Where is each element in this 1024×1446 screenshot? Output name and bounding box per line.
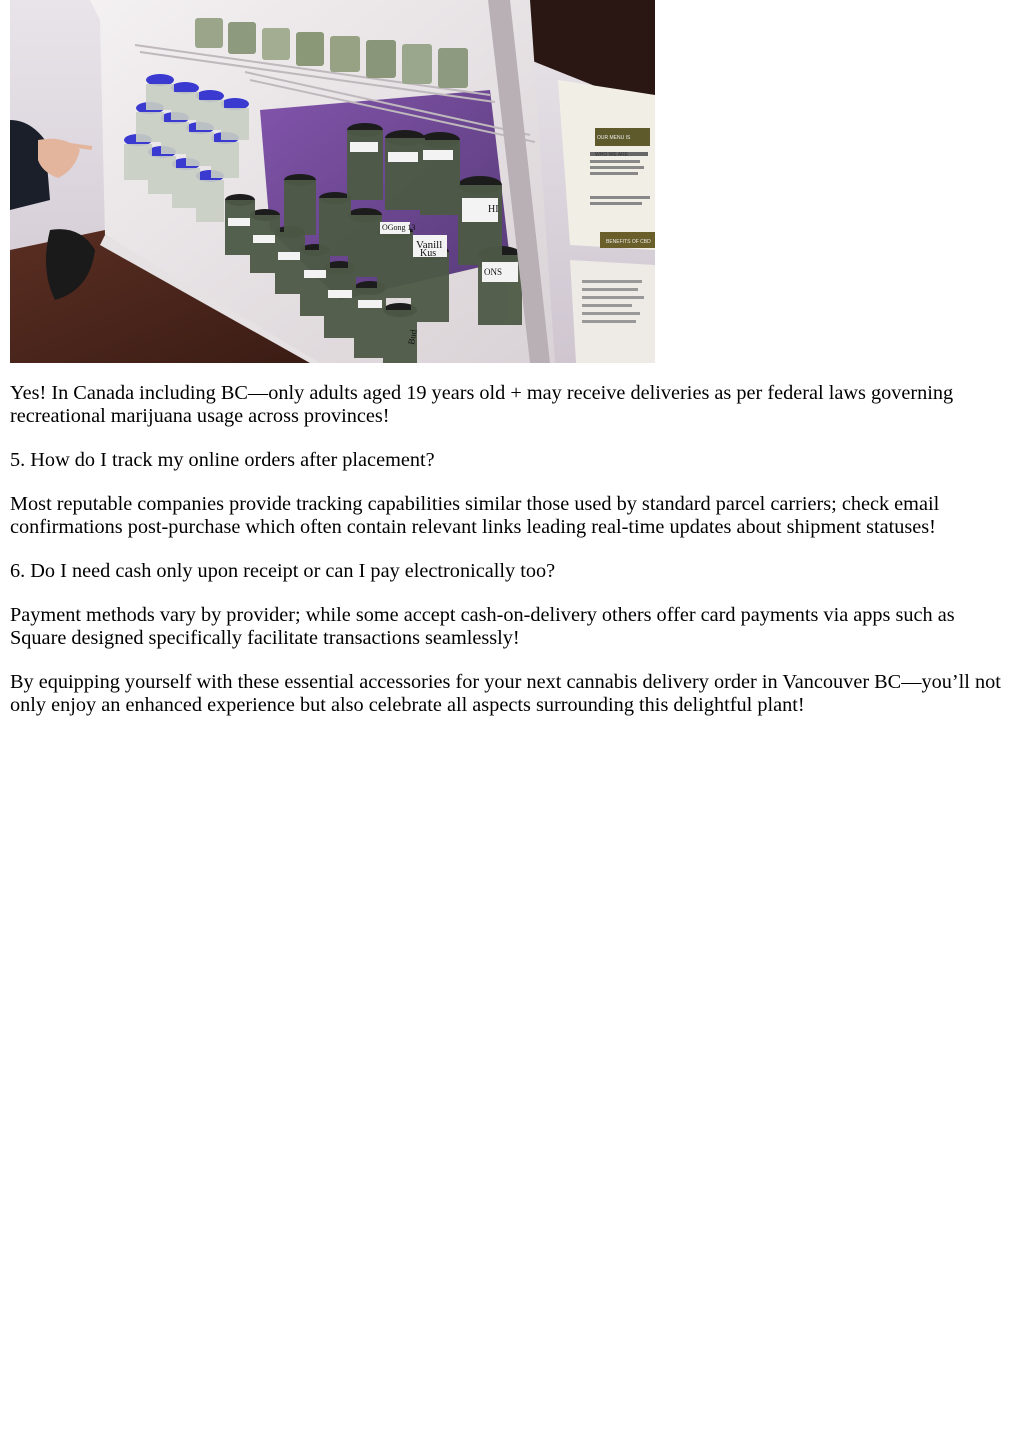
poster-heading: WHO WE ARE [595, 152, 629, 158]
poster-menu-label: OUR MENU IS [597, 135, 631, 141]
paragraph-conclusion: By equipping yourself with these essential accessories for your next cannabis delivery order in Vancouver BC—you’ll not only enjoy an enhanced experience but also celebrate all aspects surrounding this delightful plant! [10, 671, 1001, 716]
question-payment: 6. Do I need cash only upon receipt or can I pay electronically too? [10, 560, 556, 582]
question-tracking: 5. How do I track my online orders after placement? [10, 449, 435, 471]
jar-label-bud: Bud [406, 328, 419, 346]
poster-benefits-label: BENEFITS OF CBD [606, 239, 651, 245]
article-body [10, 382, 1010, 738]
jar-label-ons: ONS [484, 267, 503, 277]
answer-payment: Payment methods vary by provider; while some accept cash-on-delivery others offer card payments via apps such as Square designed specifically facilitate transactions seamlessly! [10, 604, 955, 649]
answer-tracking: Most reputable companies provide tracking capabilities similar those used by standard parcel carriers; check email confirmations post-purchase which often contain relevant links leading real-time updates about shipment statuses! [10, 493, 940, 538]
paragraph-age-requirement: Yes! In Canada including BC—only adults aged 19 years old + may receive deliveries as per federal laws governing recreational marijuana usage across provinces! [10, 382, 954, 427]
jar-label-kush: Kus [420, 248, 437, 259]
dispensary-photo [10, 0, 655, 363]
jar-label-hi: HI [488, 204, 499, 215]
jar-label-ogong: OGong 13 [382, 223, 416, 232]
jar-label-vanilla: Vanill [416, 239, 443, 251]
